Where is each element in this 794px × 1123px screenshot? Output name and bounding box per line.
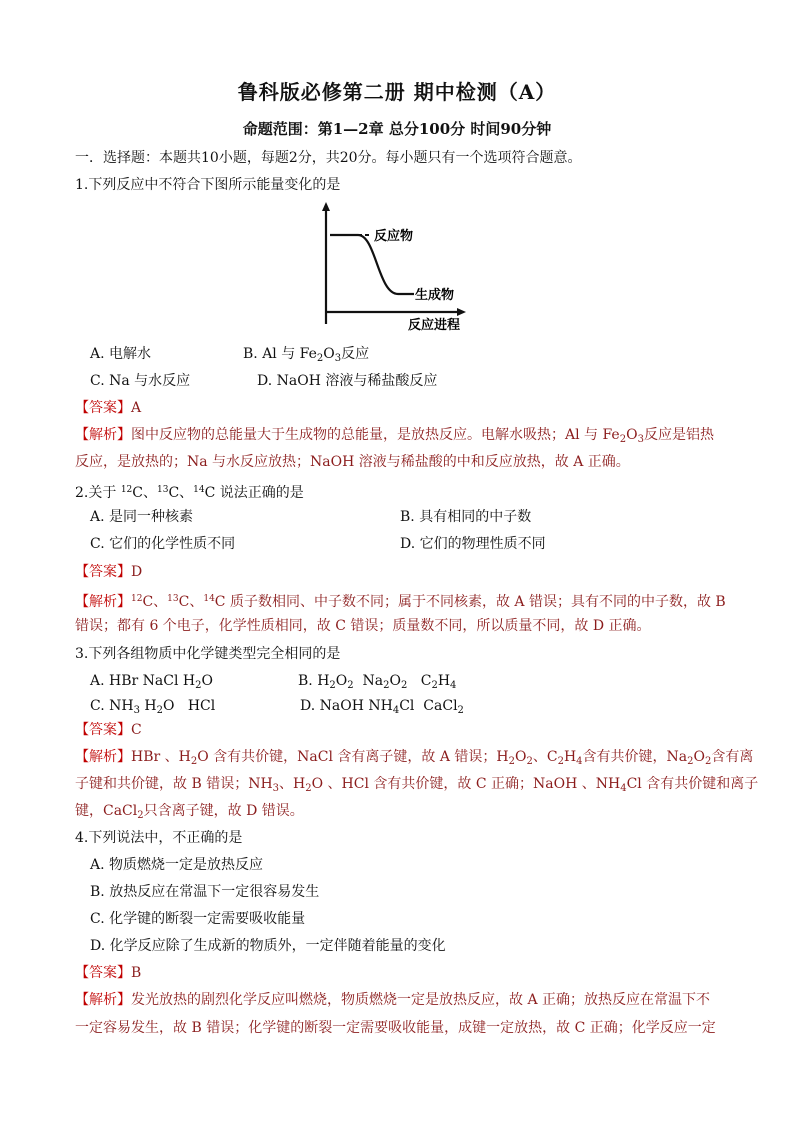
section-intro: 一．选择题：本题共10小题，每题2分，共20分。每小题只有一个选项符合题意。 — [75, 150, 582, 166]
q4-analysis-cont: 一定容易发生，故 B 错误；化学键的断裂一定需要吸收能量，成键一定放热，故 C 正确；化学反应一定 — [75, 1020, 716, 1036]
q1-answer: 【答案】A — [75, 400, 142, 416]
q1-option-a: A. 电解水 — [90, 346, 152, 362]
q3-analysis-cont: 子键和共价键，故 B 错误；$NH_3$、$H_2O$ 、HCl 含有共价键，故 C 正确；NaOH 、$NH_4Cl$ 含有共价键和离子 — [75, 776, 759, 794]
q4-option-d: D. 化学反应除了生成新的物质外，一定伴随着能量的变化 — [90, 938, 446, 954]
q2-option-d: D. 它们的物理性质不同 — [400, 536, 546, 552]
q1-option-c: C. Na 与水反应 — [90, 373, 191, 389]
q2-analysis-cont: 错误；都有 6 个电子，化学性质相同，故 C 错误；质量数不同，所以质量不同，故 D 正确。 — [75, 618, 651, 634]
q2-option-a: A. 是同一种核素 — [90, 509, 194, 525]
q4-option-c: C. 化学键的断裂一定需要吸收能量 — [90, 911, 306, 927]
q3-answer: 【答案】C — [75, 722, 142, 738]
q4-option-b: B. 放热反应在常温下一定很容易发生 — [90, 884, 320, 900]
reactant-label: 反应物 — [374, 229, 414, 244]
q1-option-d: D. NaOH 溶液与稀盐酸反应 — [257, 373, 438, 389]
question-4-stem: 4.下列说法中，不正确的是 — [75, 830, 243, 846]
q4-analysis: 【解析】发光放热的剧烈化学反应叫燃烧，物质燃烧一定是放热反应，故 A 正确；放热反应在常温下不 — [75, 992, 711, 1008]
q3-option-c: C. $NH_3$ $H_2O$ HCl — [90, 698, 216, 716]
q2-answer: 【答案】D — [75, 564, 143, 580]
q1-analysis-cont: 反应，是放热的；Na 与水反应放热；NaOH 溶液与稀盐酸的中和反应放热，故 A 正确。 — [75, 454, 630, 470]
question-3-stem: 3.下列各组物质中化学键类型完全相同的是 — [75, 646, 341, 662]
page-title: 鲁科版必修第二册 期中检测（A） — [237, 80, 557, 104]
q2-analysis: 【解析】$^{12}$C、$^{13}$C、$^{14}$C 质子数相同、中子数不同；属于不同核素，故 A 错误；具有不同的中子数，故 B — [75, 594, 726, 610]
q1-option-b: B. Al 与 $Fe_2O_3$反应 — [243, 346, 370, 364]
question-2-stem: 2.关于 $^{12}$C、$^{13}$C、$^{14}$C 说法正确的是 — [75, 485, 304, 501]
question-1-stem: 1.下列反应中不符合下图所示能量变化的是 — [75, 177, 341, 193]
q1-analysis: 【解析】图中反应物的总能量大于生成物的总能量，是放热反应。电解水吸热；Al 与 $Fe_2O_3$反应是铝热 — [75, 427, 714, 445]
q3-option-b: B. $H_2O_2$ $Na_2O_2$ $C_2H_4$ — [298, 673, 457, 691]
q2-option-c: C. 它们的化学性质不同 — [90, 536, 236, 552]
x-axis-label: 反应进程 — [408, 318, 461, 332]
q4-option-a: A. 物质燃烧一定是放热反应 — [90, 857, 264, 873]
product-label: 生成物 — [415, 288, 455, 303]
energy-diagram — [318, 202, 468, 332]
page-subtitle: 命题范围：第1—2章 总分100分 时间90分钟 — [242, 120, 552, 138]
q3-option-d: D. NaOH $NH_4Cl$ CaCl$_2$ — [300, 698, 464, 716]
q3-analysis: 【解析】HBr 、$H_2O$ 含有共价键，NaCl 含有离子键，故 A 错误；$H_2O_2$、$C_2H_4$含有共价键，$Na_2O_2$含有离 — [75, 749, 754, 767]
q3-option-a: A. HBr NaCl $H_2O$ — [90, 673, 213, 691]
q2-option-b: B. 具有相同的中子数 — [400, 509, 532, 525]
q4-answer: 【答案】B — [75, 965, 142, 981]
q3-analysis-cont2: 键，CaCl$_2$只含离子键，故 D 错误。 — [75, 803, 304, 821]
